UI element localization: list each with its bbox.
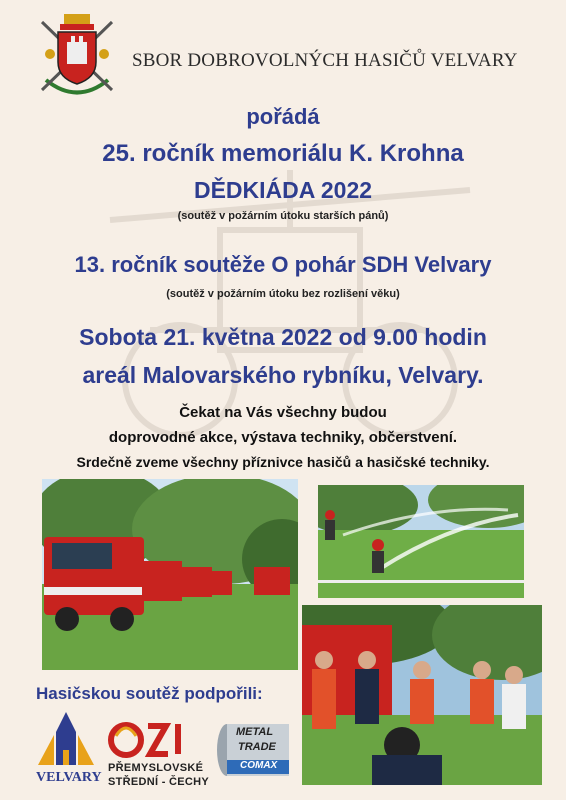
photo-team bbox=[302, 605, 542, 785]
porada-text: pořádá bbox=[246, 104, 320, 129]
info-line-2: doprovodné akce, výstava techniky, občerstvení. bbox=[108, 429, 458, 446]
cup-note: (soutěž v požárním útoku bez rozlišení věku) bbox=[166, 288, 400, 300]
org-name: SBOR DOBROVOLNÝCH HASIČŮ VELVARY bbox=[132, 50, 518, 71]
premyslovske-line-2: STŘEDNÍ - ČECHY bbox=[108, 776, 210, 788]
metal-trade-line-3: COMAX bbox=[240, 760, 278, 771]
premyslovske-line-1: PŘEMYSLOVSKÉ bbox=[108, 762, 204, 774]
photo-water-spray bbox=[318, 485, 524, 598]
memorial-title: 25. ročník memoriálu K. Krohna bbox=[102, 140, 464, 167]
metal-trade-line-1: METAL bbox=[236, 726, 274, 738]
metal-trade-line-2: TRADE bbox=[238, 741, 276, 753]
coat-of-arms-icon bbox=[36, 10, 118, 102]
dedkiada-title: DĚDKIÁDA 2022 bbox=[193, 177, 373, 203]
dedkiada-note: (soutěž v požárním útoku starších pánů) bbox=[177, 210, 389, 222]
photo-fire-trucks bbox=[42, 479, 298, 670]
velvary-logo-icon bbox=[36, 710, 96, 768]
cup-title: 13. ročník soutěže O pohár SDH Velvary bbox=[74, 252, 492, 277]
velvary-logo-text: VELVARY bbox=[36, 770, 102, 785]
info-line-1: Čekat na Vás všechny budou bbox=[179, 404, 387, 421]
event-date: Sobota 21. května 2022 od 9.00 hodin bbox=[79, 324, 487, 350]
event-venue: areál Malovarského rybníku, Velvary. bbox=[82, 362, 484, 388]
info-line-3: Srdečně zveme všechny příznivce hasičů a hasičské techniky. bbox=[76, 454, 490, 470]
premyslovske-logo-icon bbox=[106, 716, 198, 760]
sponsors-title: Hasičskou soutěž podpořili: bbox=[36, 684, 263, 703]
